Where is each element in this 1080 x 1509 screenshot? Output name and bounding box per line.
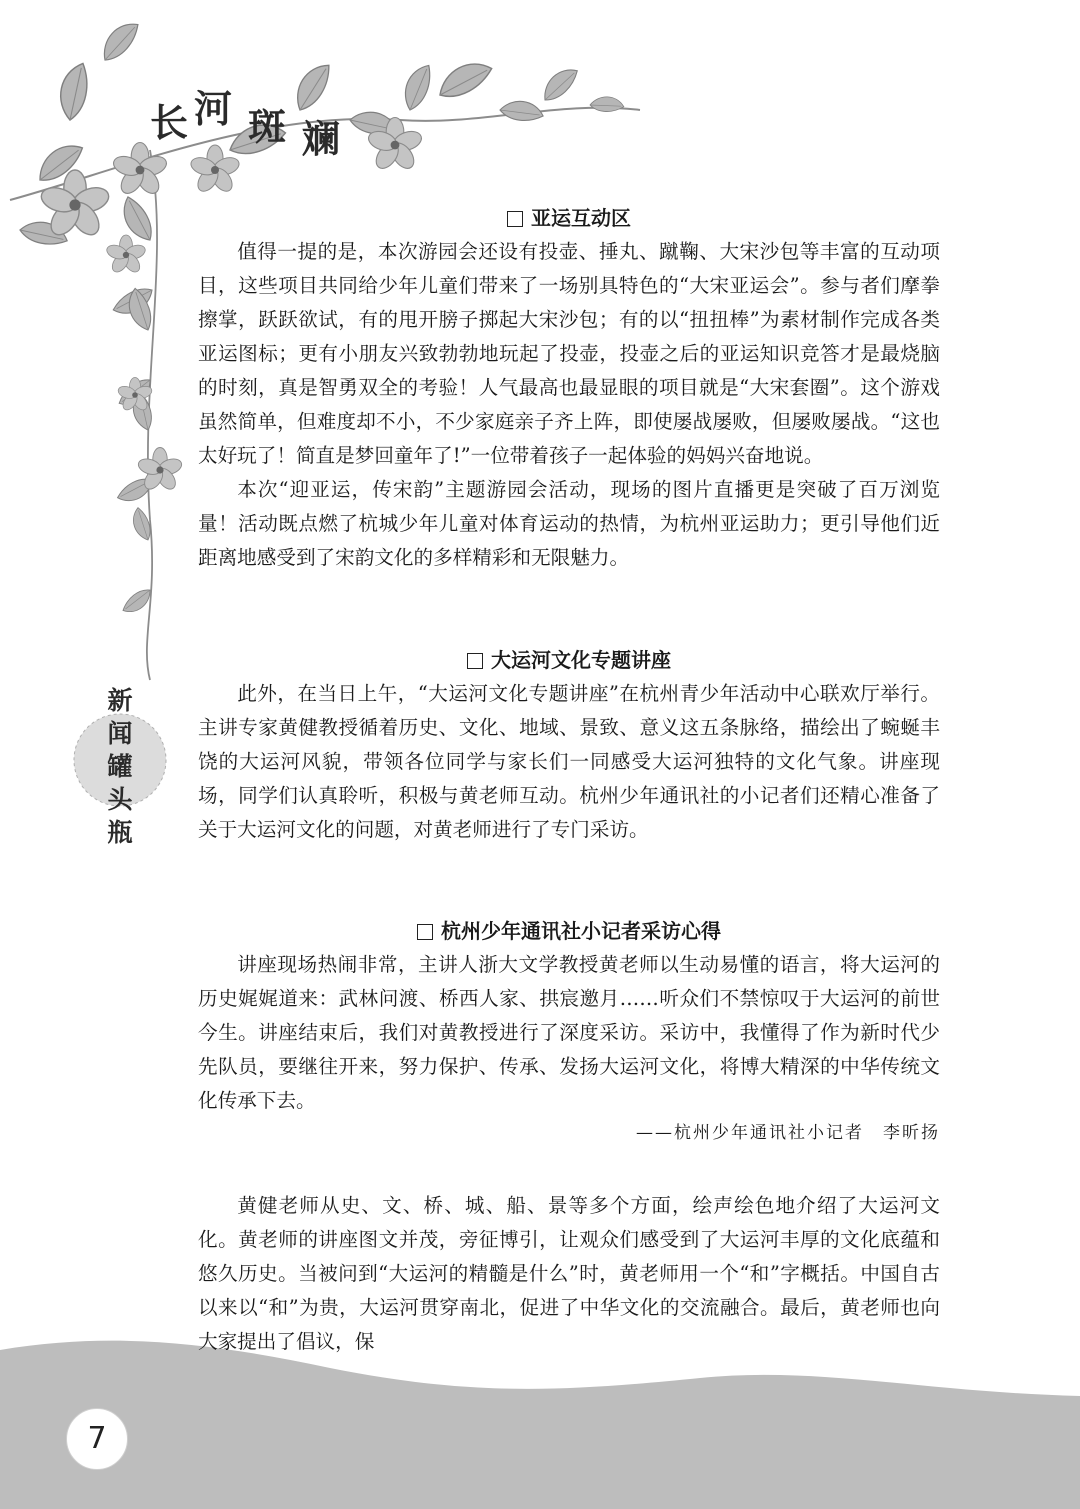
section-heading: 亚运互动区 xyxy=(198,201,940,235)
paragraph: 值得一提的是，本次游园会还设有投壶、捶丸、蹴鞠、大宋沙包等丰富的互动项目，这些项目共同给少年儿童们带来了一场别具特色的“大宋亚运会”。参与者们摩拳擦掌，跃跃欲试，有的甩开膀子掷起大宋沙包；有的以“扭扭棒”为素材制作完成各类亚运图标；更有小朋友兴致勃勃地玩起了投壶，投壶之后的亚运知识竞答才是最烧脑的时刻，真是智勇双全的考验！人气最高也最显眼的项目就是“大宋套圈”。这个游戏虽然简单，但难度却不小，不少家庭亲子齐上阵，即使屡战屡败，但屡败屡战。“这也太好玩了！简直是梦回童年了!”一位带着孩子一起体验的妈妈兴奋地说。 xyxy=(198,240,940,467)
paragraph: 此外，在当日上午，“大运河文化专题讲座”在杭州青少年活动中心联欢厅举行。主讲专家黄健教授循着历史、文化、地域、景致、意义这五条脉络，描绘出了蜿蜒丰饶的大运河风貌，带领各位同学与家长们一同感受大运河独特的文化气象。讲座现场，同学们认真聆听，积极与黄老师互动。杭州少年通讯社的小记者们还精心准备了关于大运河文化的问题，对黄老师进行了专门采访。 xyxy=(198,682,940,841)
paragraph: 本次“迎亚运，传宋韵”主题游园会活动，现场的图片直播更是突破了百万浏览量！活动既点燃了杭城少年儿童对体育运动的热情，为杭州亚运助力；更引导他们近距离地感受到了宋韵文化的多样精彩和无限魅力。 xyxy=(198,478,940,569)
side-column-label xyxy=(92,684,148,849)
side-label-char: 闻 xyxy=(107,719,133,748)
column-title-char: 斓 xyxy=(302,117,343,161)
column-title-char: 斑 xyxy=(248,105,289,149)
side-label-char: 罐 xyxy=(107,752,133,781)
page-number: 7 xyxy=(66,1408,128,1470)
column-title-char: 河 xyxy=(194,87,235,131)
section-grand-canal-lecture xyxy=(198,643,940,847)
column-title-char: 长 xyxy=(150,101,191,145)
section-heading: 杭州少年通讯社小记者采访心得 xyxy=(198,914,940,948)
paragraph: 讲座现场热闹非常，主讲人浙大文学教授黄老师以生动易懂的语言，将大运河的历史娓娓道来：武林问渡、桥西人家、拱宸邀月……听众们不禁惊叹于大运河的前世今生。讲座结束后，我们对黄教授进行了深度采访。采访中，我懂得了作为新时代少先队员，要继往开来，努力保护、传承、发扬大运河文化，将博大精深的中华传统文化传承下去。 xyxy=(198,953,940,1112)
column-title xyxy=(150,78,343,161)
side-label-char: 头 xyxy=(107,785,133,814)
side-label-char: 新 xyxy=(107,686,133,715)
side-label-char: 瓶 xyxy=(107,818,133,847)
checkbox-square-icon xyxy=(507,211,523,227)
author-signature: ——杭州少年通讯社小记者 李昕扬 xyxy=(636,1123,940,1143)
closing-section xyxy=(198,1189,940,1359)
section-heading: 大运河文化专题讲座 xyxy=(198,643,940,677)
section-reporter-notes xyxy=(198,914,940,1148)
checkbox-square-icon xyxy=(467,653,483,669)
section-asian-games-interactive xyxy=(198,201,940,575)
checkbox-square-icon xyxy=(417,924,433,940)
paragraph: 黄健老师从史、文、桥、城、船、景等多个方面，绘声绘色地介绍了大运河文化。黄老师的讲座图文并茂，旁征博引，让观众们感受到了大运河丰厚的文化底蕴和悠久历史。当被问到“大运河的精髓是什么”时，黄老师用一个“和”字概括。中国自古以来以“和”为贵，大运河贯穿南北，促进了中华文化的交流融合。最后，黄老师也向大家提出了倡议，保 xyxy=(198,1194,940,1353)
